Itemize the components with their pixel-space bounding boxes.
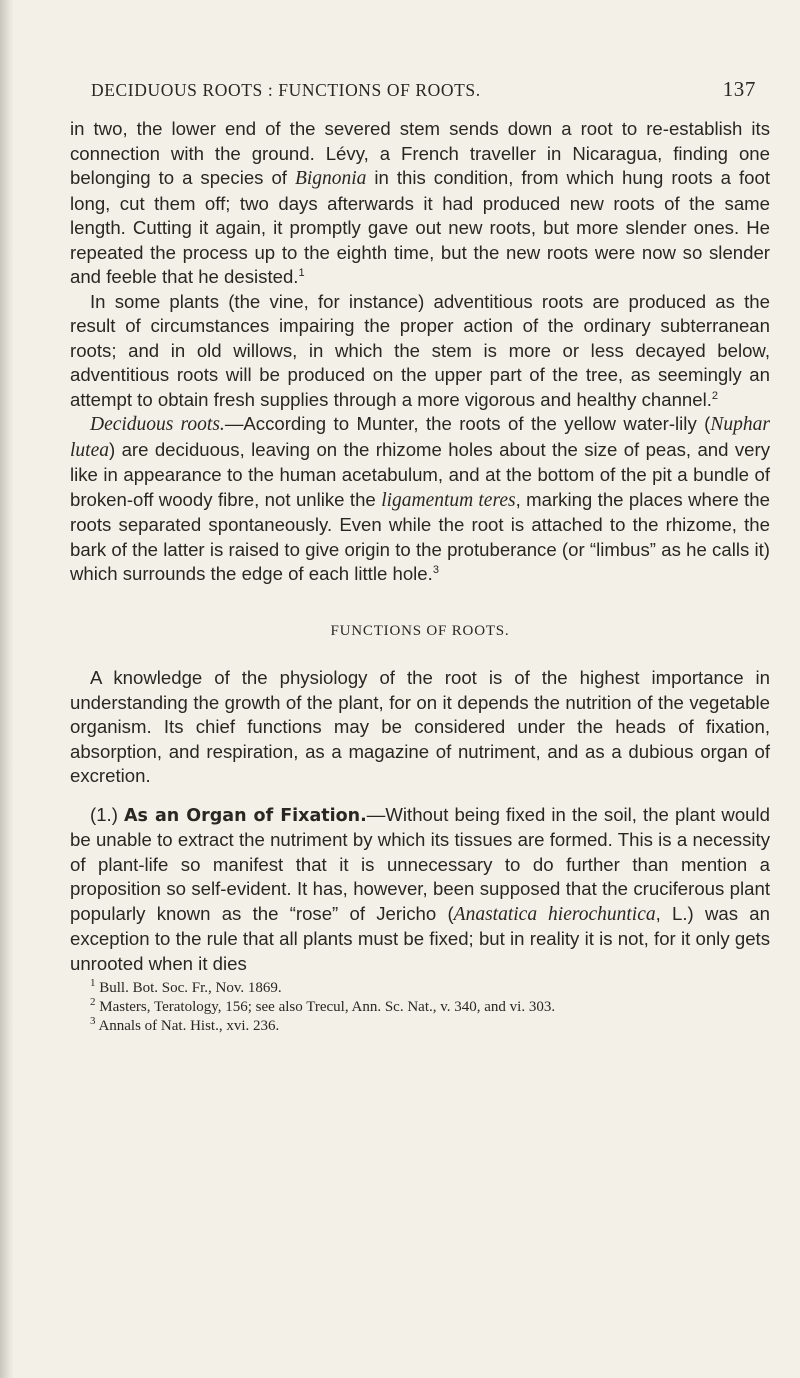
- body-text: [70, 117, 770, 1036]
- italic-run: Anastatica hierochuntica: [453, 903, 656, 925]
- paragraph-deciduous-roots: [70, 412, 770, 587]
- page-gutter-shadow: [0, 0, 14, 1378]
- italic-run: Deciduous roots.: [90, 414, 225, 435]
- footnote: [70, 1017, 770, 1036]
- footnote-ref: 2: [711, 389, 719, 402]
- text-run: ) are deciduous, leaving on the rhizome holes about the size of peas, and very like in appearance to the human acetabulum, and at the bottom of the pit a bundle of broken-off woody fibre, not unlike the: [70, 438, 770, 510]
- footnote-number: 2: [90, 996, 96, 1008]
- page-number: 137: [722, 77, 756, 101]
- paragraph-2: [70, 290, 770, 413]
- section-heading: FUNCTIONS OF ROOTS.: [330, 622, 510, 639]
- text-run: —According to Munter, the roots of the yellow water-lily (: [224, 413, 711, 434]
- footnote-text: Bull. Bot. Soc. Fr., Nov. 1869.: [99, 980, 282, 996]
- paragraph-1: [70, 117, 770, 290]
- text-run: (1.): [90, 803, 124, 825]
- footnote-number: 3: [90, 1015, 96, 1027]
- footnote: [70, 998, 770, 1017]
- text-run: in this condition, from which hung roots a foot long, cut them off; two days afterwards it had produced new roots of the same length. Cutting it again, it promptly gave out new roots, but more slender ones. He repeated the process up to the eighth time, but the new roots were now so slender and feeble that he desisted.: [70, 167, 770, 287]
- bold-run: As an Organ of Fixation.: [123, 805, 367, 826]
- footnote-number: 1: [90, 977, 96, 989]
- running-title: DECIDUOUS ROOTS : FUNCTIONS OF ROOTS.: [91, 80, 481, 100]
- text-run: , L.) was an exception to the rule that all plants must be fixed; but in reality it is not, for it only gets unrooted when it dies: [70, 902, 770, 974]
- footnotes: [70, 979, 770, 1036]
- footnote-text: Masters, Teratology, 156; see also Trecul, Ann. Sc. Nat., v. 340, and vi. 303.: [99, 999, 556, 1015]
- footnote-ref: 3: [432, 563, 439, 576]
- footnote-text: Annals of Nat. Hist., xvi. 236.: [98, 1018, 280, 1034]
- text-run: in two, the lower end of the severed stem sends down a root to re-establish its connection with the ground. Lévy, a French traveller in Nicaragua, finding one belonging to a species of: [70, 118, 770, 188]
- paragraph-functions: [70, 666, 770, 789]
- footnote: [70, 979, 770, 998]
- italic-run: Nuphar lutea: [70, 414, 770, 461]
- footnote-ref: 1: [298, 266, 305, 279]
- text-run: , marking the places where the roots separated spontaneously. Even while the root is attached to the rhizome, the bark of the latter is raised to give origin to the protuberance (or “limbus” as he calls it) which surrounds the edge of each little hole.: [70, 488, 770, 584]
- text-run: A knowledge of the physiology of the root is of the highest importance in understanding the growth of the plant, for on it depends the nutrition of the vegetable organism. Its chief functions may be considered under the heads of fixation, absorption, and respiration, as a magazine of nutriment, and as a dubious organ of excretion.: [70, 667, 770, 786]
- italic-run: ligamentum teres: [381, 489, 516, 511]
- text-run: In some plants (the vine, for instance) adventitious roots are produced as the result of circumstances impairing the proper action of the ordinary subterranean roots; and in old willows, in which the stem is more or less decayed below, adventitious roots will be produced on the upper part of the tree, as seemingly an attempt to obtain fresh supplies through a more vigorous and healthy channel.: [70, 290, 770, 410]
- italic-run: Bignonia: [294, 168, 367, 189]
- running-head: [70, 77, 770, 110]
- text-run: —Without being fixed in the soil, the plant would be unable to extract the nutriment by which its tissues are formed. This is a necessity of plant-life so manifest that it is unnecessary to do further than mention a proposition so self-evident. It has, however, been supposed that the cruciferous plant popularly known as the “rose” of Jericho (: [70, 803, 770, 924]
- paragraph-fixation: [70, 803, 770, 977]
